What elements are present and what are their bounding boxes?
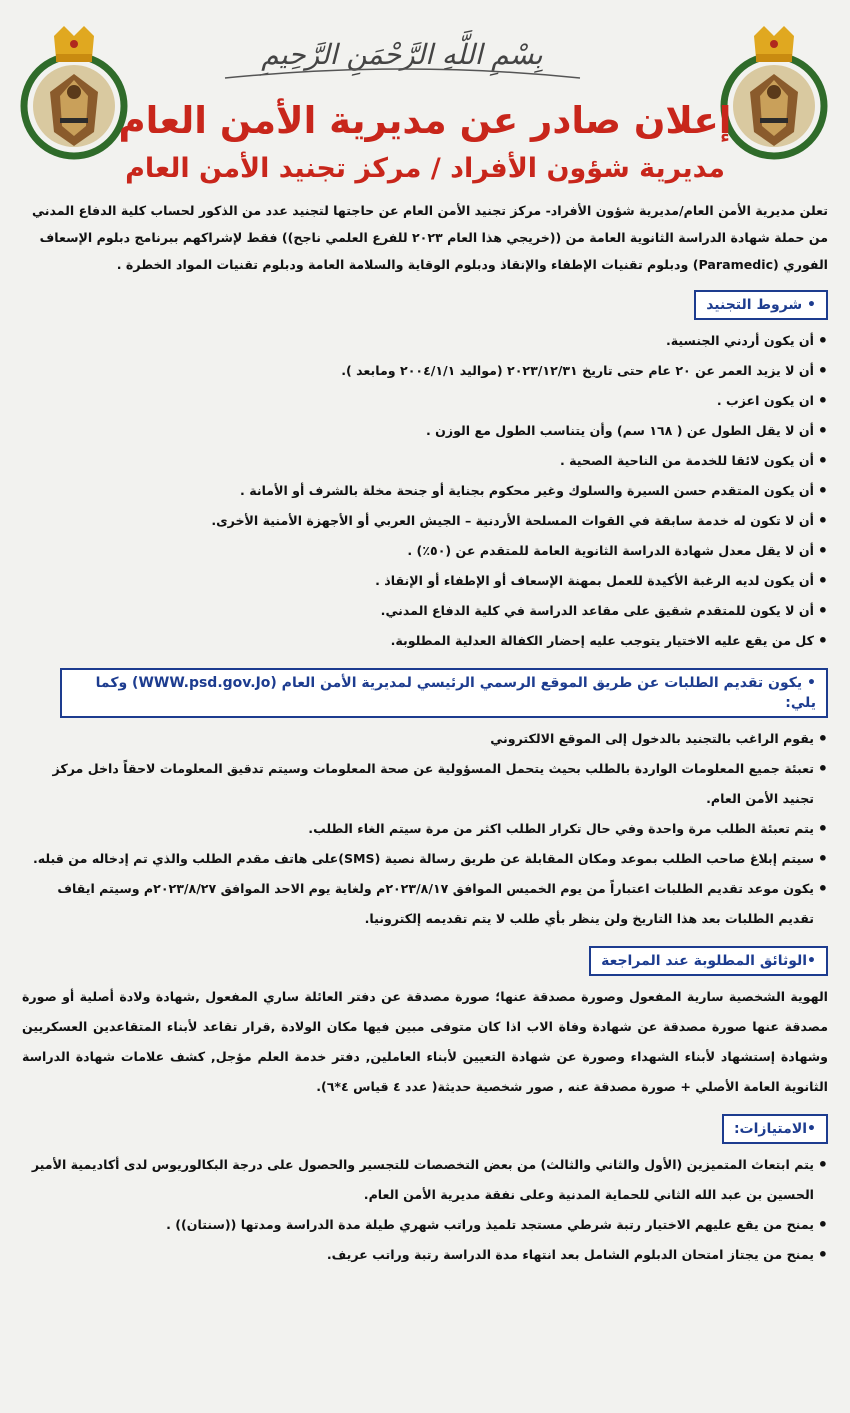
basmala-calligraphy (205, 20, 600, 90)
list-item: • يمنح من يقع عليهم الاختيار رتبة شرطي مستجد تلميذ وراتب شهري طيلة مدة الدراسة ومدتها ((سنتان)) . (22, 1210, 814, 1240)
application-heading: • يكون تقديم الطلبات عن طريق الموقع الرسمي الرئيسي لمديرية الأمن العام (WWW.psd.gov.Jo) وكما يلي: (60, 668, 828, 718)
list-item: • سيتم إبلاغ صاحب الطلب بموعد ومكان المقابلة عن طريق رسالة نصية (SMS)على هاتف مقدم الطلب والذي تم إدخاله من قبله. (22, 844, 814, 874)
list-item: • أن لا يزيد العمر عن ٢٠ عام حتى تاريخ ٢٠٢٣/١٢/٣١ (مواليد ٢٠٠٤/١/١ ومابعد ). (22, 356, 814, 386)
conditions-list (22, 326, 828, 656)
list-item: • يتم ابتعاث المتميزين (الأول والثاني والثالث) من بعض التخصصات للتجسير والحصول على درجة البكالوريوس لدى أكاديمية الأمير الحسين بن عبد الله الثاني للحماية المدنية وعلى نفقة مديرية الأمن العام. (22, 1150, 814, 1210)
application-list (22, 724, 828, 934)
privileges-section (22, 1114, 828, 1144)
list-item: • أن يكون لديه الرغبة الأكيدة للعمل بمهنة الإسعاف أو الإطفاء أو الإنقاذ . (22, 566, 814, 596)
intro-line: من حملة شهادة الدراسة الثانوية العامة من ((خريجي هذا العام ٢٠٢٣ للفرع العلمي ناجح)) فقط لإشراكهم ببرنامج دبلوم الإسعاف (39, 230, 828, 245)
list-item: • ان يكون اعزب . (22, 386, 814, 416)
privileges-list (22, 1150, 828, 1270)
list-item: • أن لا يكون للمتقدم شقيق على مقاعد الدراسة في كلية الدفاع المدني. (22, 596, 814, 626)
intro-line: تعلن مديرية الأمن العام/مديرية شؤون الأفراد- مركز تجنيد الأمن العام عن حاجتها لتجنيد عدد من الذكور لحساب كلية الدفاع المدني (31, 203, 828, 218)
header (0, 0, 850, 200)
privileges-heading: •الامتيازات: (722, 1114, 828, 1144)
list-item: • أن يكون المتقدم حسن السيرة والسلوك وغير محكوم بجناية أو جنحة مخلة بالشرف أو الأمانة . (22, 476, 814, 506)
announcement-subtitle: مديرية شؤون الأفراد / مركز تجنيد الأمن العام (125, 153, 725, 184)
list-item: • أن لا يقل الطول عن ( ١٦٨ سم) وأن يتناسب الطول مع الوزن . (22, 416, 814, 446)
list-item: • أن لا يقل معدل شهادة الدراسة الثانوية العامة للمتقدم عن (٥٠٪) . (22, 536, 814, 566)
list-item: • تعبئة جميع المعلومات الواردة بالطلب بحيث يتحمل المسؤولية عن صحة المعلومات وسيتم تدقيق المعلومات لاحقاً داخل مركز تجنيد الأمن العام. (22, 754, 814, 814)
list-item: • أن يكون أردني الجنسية. (22, 326, 814, 356)
announcement-title: إعلان صادر عن مديرية الأمن العام (118, 99, 732, 142)
announcement-body (22, 197, 828, 1270)
documents-text (22, 982, 828, 1102)
intro-line: الفوري (Paramedic) ودبلوم تقنيات الإطفاء والإنقاذ ودبلوم الوقاية والسلامة العامة ودبلوم تقنيات المواد الخطرة . (116, 257, 828, 272)
application-section (22, 668, 828, 718)
documents-section (22, 946, 828, 976)
list-item: • يمنح من يجتاز امتحان الدبلوم الشامل بعد انتهاء مدة الدراسة رتبة وراتب عريف. (22, 1240, 814, 1270)
intro-paragraph (22, 197, 828, 278)
documents-heading: •الوثائق المطلوبة عند المراجعة (589, 946, 828, 976)
list-item: • يكون موعد تقديم الطلبات اعتباراً من يوم الخميس الموافق ٢٠٢٣/٨/١٧م ولغاية يوم الاحد الموافق ٢٠٢٣/٨/٢٧م وسيتم ايقاف تقديم الطلبات بعد هذا التاريخ ولن ينظر بأي طلب لا يتم تقديمه إلكترونيا. (22, 874, 814, 934)
conditions-heading: • شروط التجنيد (694, 290, 828, 320)
list-item: • أن لا تكون له خدمة سابقة في القوات المسلحة الأردنية – الجيش العربي أو الأجهزة الأمنية الأخرى. (22, 506, 814, 536)
list-item: • يتم تعبئة الطلب مرة واحدة وفي حال تكرار الطلب اكثر من مرة سيتم الغاء الطلب. (22, 814, 814, 844)
list-item: • يقوم الراغب بالتجنيد بالدخول إلى الموقع الالكتروني (22, 724, 814, 754)
list-item: • كل من يقع عليه الاختيار يتوجب عليه إحضار الكفالة العدلية المطلوبة. (22, 626, 814, 656)
conditions-section (22, 290, 828, 320)
documents-paragraph: الهوية الشخصية سارية المفعول وصورة مصدقة عنها؛ صورة مصدقة عن دفتر العائلة ساري المفعول ,شهادة ولادة أصلية أو صورة مصدقة عنها صورة مصدقة عن شهادة وفاة الاب اذا كان متوفى مبين فيها مكان الولادة ,قرار تقاعد لأبناء المتقاعدين العسكريين وشهادة إستشهاد لأبناء الشهداء وصورة عن شهادة التعيين لأبناء العاملين, دفتر خدمة العلم مؤجل, كشف علامات شهادة الدراسة الثانوية العامة الأصلي + صورة مصدقة عنه , صور شخصية حديثة( عدد ٤ قياس ٤*٦). (22, 989, 828, 1094)
list-item: • أن يكون لائقا للخدمة من الناحية الصحية . (22, 446, 814, 476)
svg-text:بِسْمِ اللَّهِ الرَّحْمَنِ الر: بِسْمِ اللَّهِ الرَّحْمَنِ الرَّحِيمِ (261, 38, 543, 71)
